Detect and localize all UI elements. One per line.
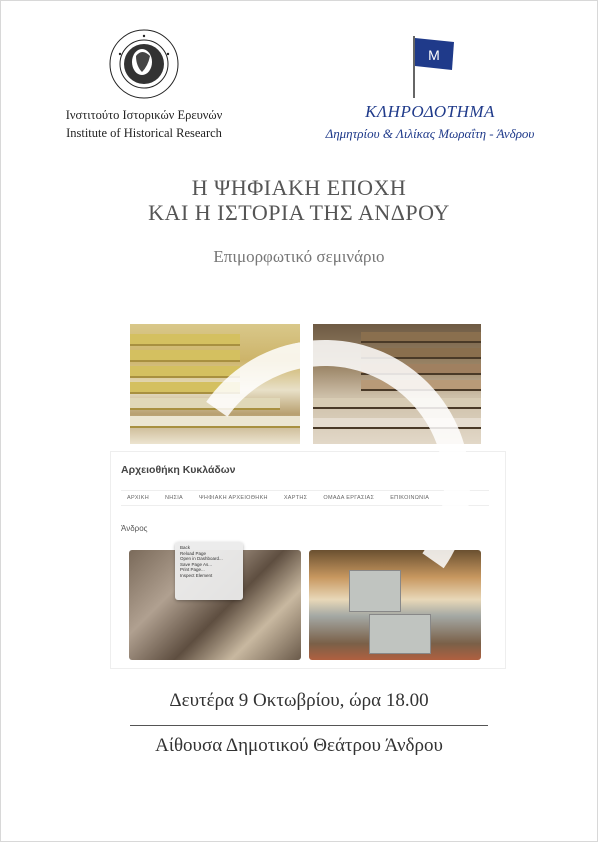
flag-letter: M	[428, 47, 440, 63]
legacy-title: ΚΛΗΡΟΔΟΤΗΜΑ	[365, 102, 495, 121]
seal-icon	[106, 26, 182, 102]
context-menu-item: Save Page As...	[180, 561, 213, 567]
folder-stack	[130, 366, 240, 378]
event-venue: Αίθουσα Δημοτικού Θεάτρου Άνδρου	[155, 735, 443, 756]
flag-icon	[410, 34, 460, 98]
institute-name-greek: Ινστιτούτο Ιστορικών Ερευνών	[65, 108, 223, 122]
context-menu-item: Reload Page	[180, 550, 207, 556]
event-date: Δευτέρα 9 Οκτωβρίου, ώρα 18.00	[169, 690, 429, 711]
event-title-line1: Η ΨΗΦΙΑΚΗ ΕΠΟΧΗ	[191, 175, 407, 200]
legacy-subtitle: Δημητρίου & Λιλίκας Μωραΐτη - Άνδρου	[325, 126, 535, 141]
legacy-logo	[300, 22, 560, 150]
nav-item: ΨΗΦΙΑΚΗ ΑΡΧΕΙΟΘΗΚΗ	[199, 495, 268, 501]
nav-item: ΕΠΙΚΟΙΝΩΝΙΑ	[390, 495, 430, 501]
nav-item: ΑΡΧΙΚΗ	[127, 495, 149, 501]
cabinet-drawer	[369, 614, 431, 654]
context-menu-item: Back	[180, 545, 191, 550]
context-menu-item: Open in Dashboard...	[180, 556, 223, 562]
nav-item: ΟΜΑΔΑ ΕΡΓΑΣΙΑΣ	[323, 495, 375, 501]
folder-stack	[130, 350, 240, 362]
context-menu-item: Inspect Element	[180, 572, 213, 578]
context-menu-item: Print Page...	[180, 567, 205, 573]
nav-item: ΧΑΡΤΗΣ	[283, 495, 308, 501]
institute-name-english: Institute of Historical Research	[66, 126, 222, 140]
website-section-heading: Άνδρος	[121, 524, 148, 533]
event-title-line2: ΚΑΙ Η ΙΣΤΟΡΙΑ ΤΗΣ ΑΝΔΡΟΥ	[148, 200, 450, 225]
book-spine	[361, 332, 481, 343]
website-title: Αρχειοθήκη Κυκλάδων	[121, 464, 236, 476]
folder-stack	[130, 334, 240, 346]
institute-logo	[46, 22, 242, 150]
event-subtitle: Επιμορφωτικό σεμινάριο	[213, 247, 385, 266]
nav-item: ΝΗΣΙΑ	[164, 495, 184, 501]
divider	[130, 725, 488, 726]
